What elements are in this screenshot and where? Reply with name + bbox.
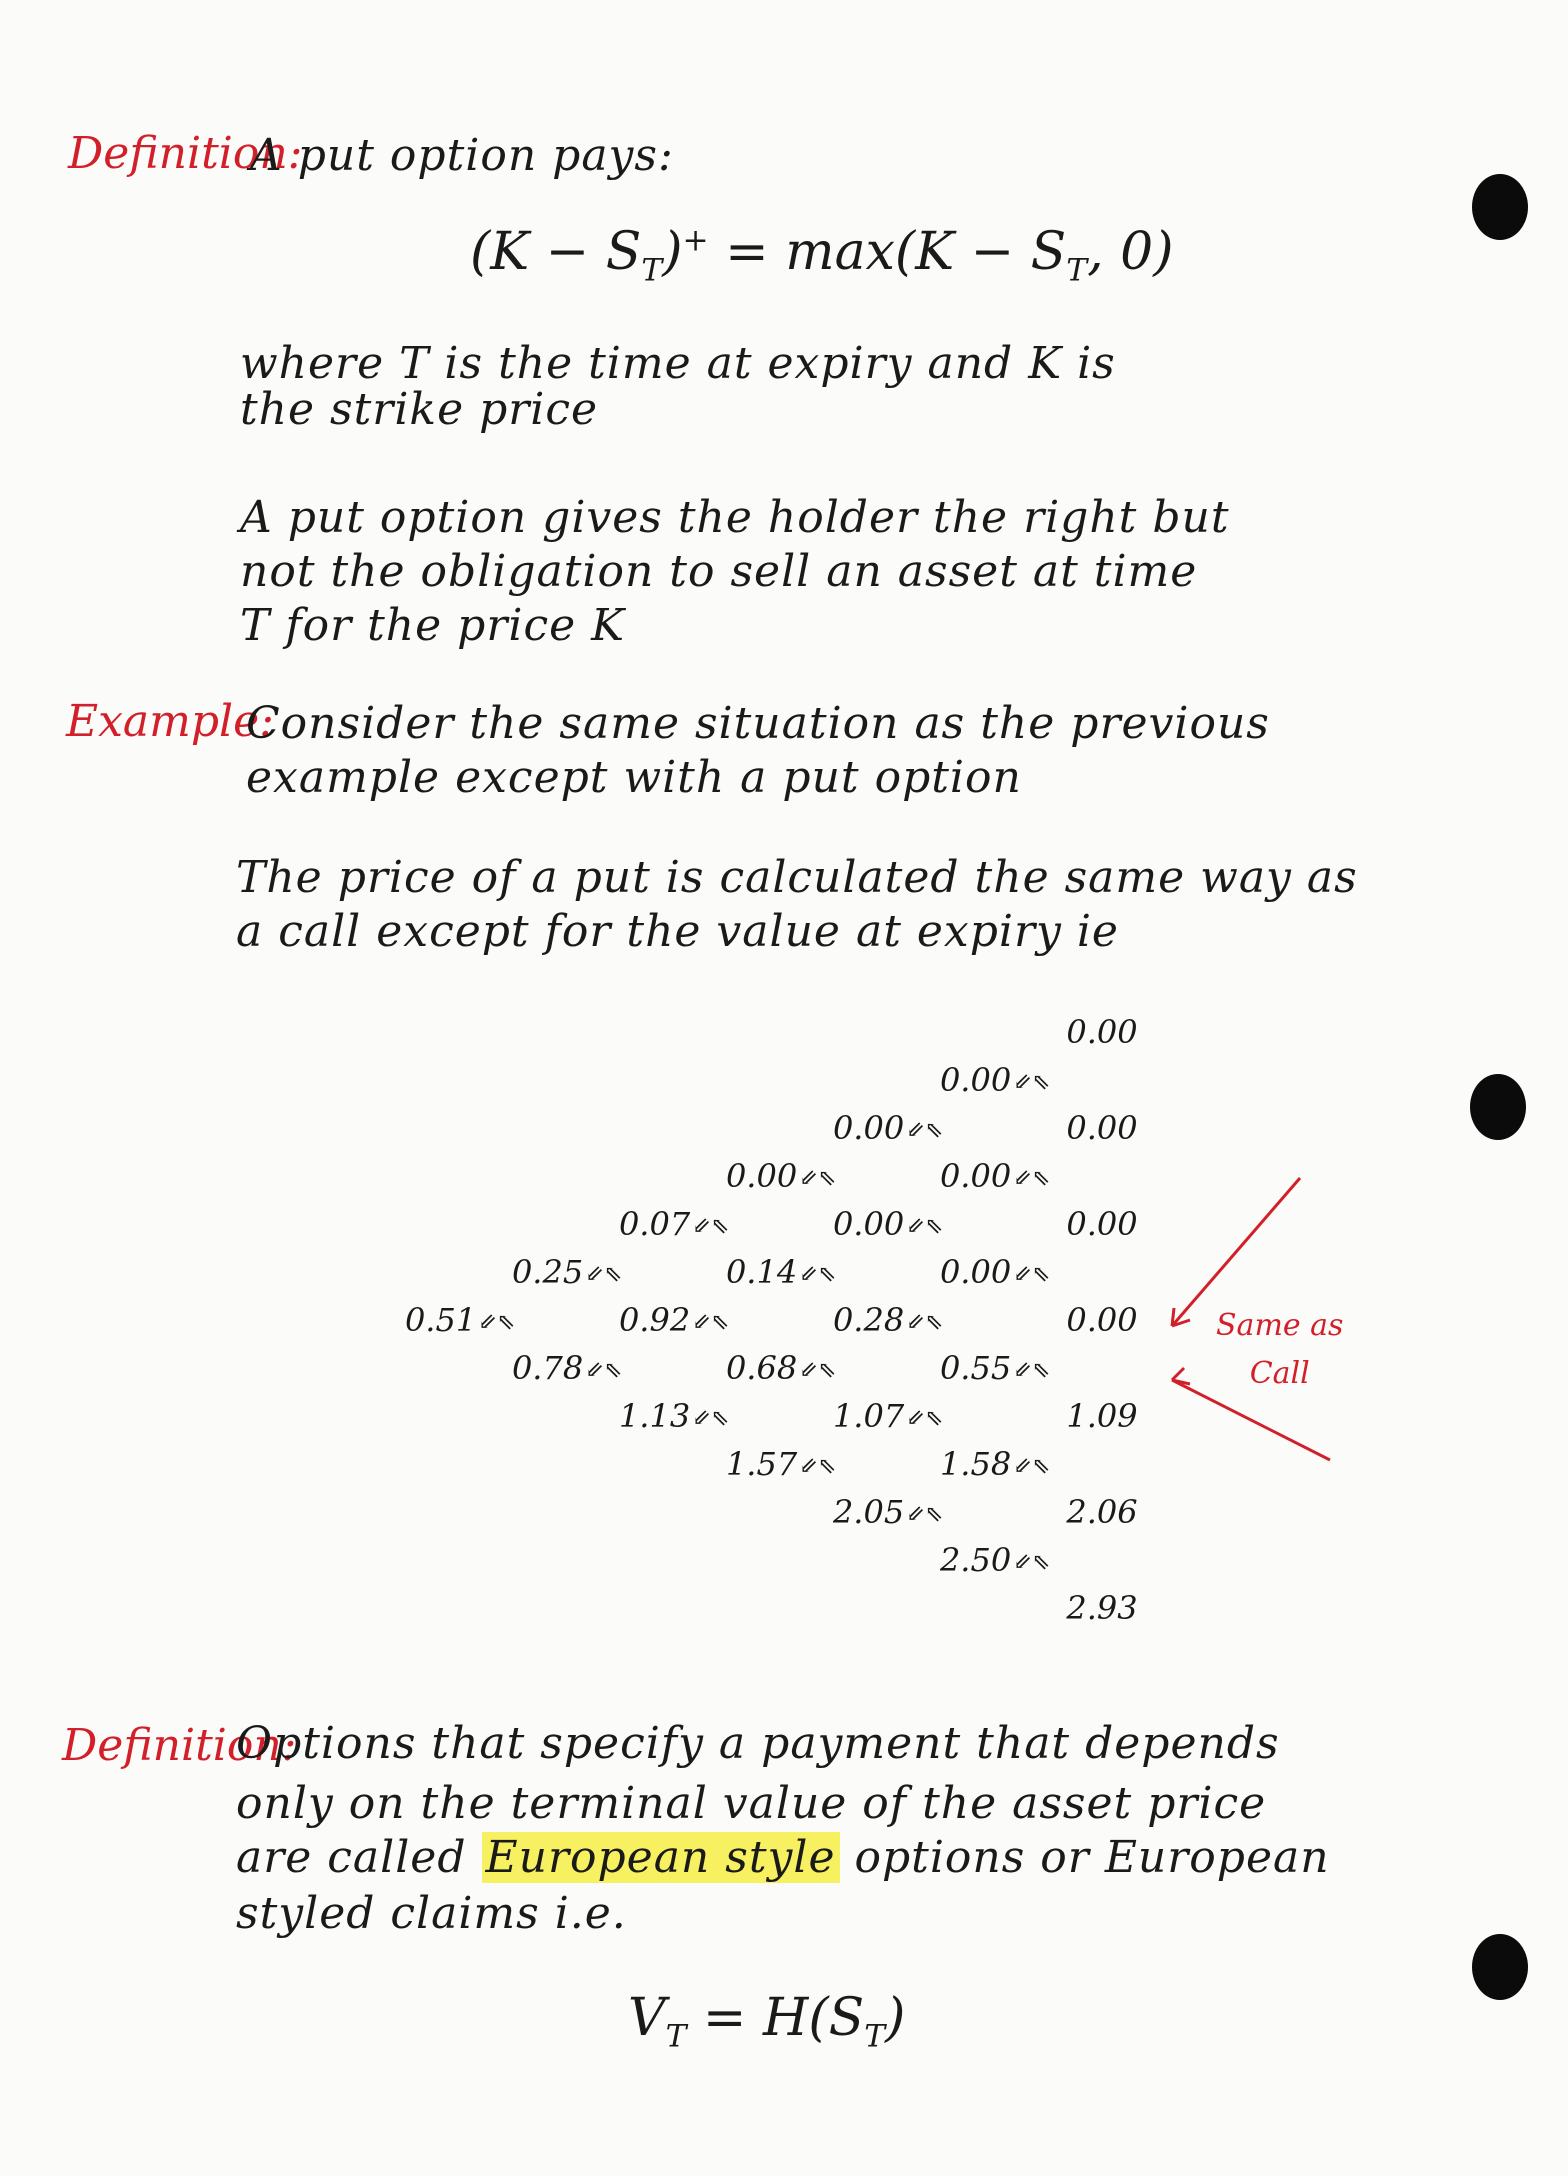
tree-node-value: 2.05	[832, 1493, 905, 1531]
tree-arrow-icon: ⇙⇖	[1013, 1166, 1051, 1191]
european-claim-formula: $V_T = H(S_T)$	[628, 1988, 906, 2055]
tree-node-5-4	[940, 1445, 1050, 1483]
tree-node-value: 1.58	[939, 1445, 1012, 1483]
explain-line-3: T for the price K	[240, 600, 625, 651]
tree-node-2-0	[619, 1205, 729, 1243]
tree-node-value: 0.00	[939, 1061, 1012, 1099]
tree-arrow-icon: ⇙⇖	[478, 1310, 516, 1335]
tree-node-3-2	[726, 1349, 836, 1387]
tree-arrow-icon: ⇙⇖	[906, 1310, 944, 1335]
example-line-2: example except with a put option	[246, 752, 1022, 803]
tree-node-value: 0.00	[1066, 1013, 1138, 1051]
tree-node-value: 2.50	[939, 1541, 1012, 1579]
example-line-1: Consider the same situation as the previous	[246, 698, 1270, 749]
tree-node-2-2	[619, 1397, 729, 1435]
tree-arrow-icon: ⇙⇖	[906, 1406, 944, 1431]
tree-node-value: 0.78	[511, 1349, 584, 1387]
tree-node-value: 1.57	[725, 1445, 798, 1483]
tree-node-value: 1.07	[832, 1397, 905, 1435]
tree-node-value: 2.93	[1066, 1589, 1138, 1627]
tree-arrow-icon: ⇙⇖	[1013, 1262, 1051, 1287]
tree-arrow-icon: ⇙⇖	[1013, 1454, 1051, 1479]
tree-node-value: 0.00	[832, 1109, 905, 1147]
tree-node-value: 2.06	[1066, 1493, 1138, 1531]
tree-node-value: 0.51	[404, 1301, 477, 1339]
tree-node-6-4	[1066, 1397, 1137, 1435]
options-text: options or European	[854, 1832, 1330, 1883]
tree-node-5-1	[940, 1157, 1050, 1195]
def2-line-1: Options that specify a payment that depends	[236, 1718, 1280, 1769]
tree-node-value: 0.00	[1066, 1301, 1138, 1339]
tree-node-2-1	[619, 1301, 729, 1339]
tree-node-value: 0.14	[725, 1253, 798, 1291]
where-line-1: where T is the time at expiry and K is	[240, 338, 1116, 389]
are-called-text: are called	[236, 1832, 467, 1883]
tree-node-1-0	[512, 1253, 622, 1291]
price-line-1: The price of a put is calculated the same way as	[236, 852, 1358, 903]
tree-node-4-0	[833, 1109, 943, 1147]
tree-node-value: 0.00	[1066, 1205, 1138, 1243]
tree-node-value: 0.00	[939, 1157, 1012, 1195]
tree-node-3-3	[726, 1445, 836, 1483]
same-as-call-note	[1216, 1302, 1343, 1398]
definition-intro: A put option pays:	[250, 130, 674, 181]
tree-arrow-icon: ⇙⇖	[692, 1214, 730, 1239]
tree-arrow-icon: ⇙⇖	[906, 1502, 944, 1527]
tree-node-value: 0.68	[725, 1349, 798, 1387]
tree-node-value: 1.09	[1066, 1397, 1138, 1435]
put-payoff-formula: $(K - S_T)^+ = \max(K - S_T$, 0)	[470, 222, 1174, 289]
tree-node-5-3	[940, 1349, 1050, 1387]
tree-node-4-2	[833, 1301, 943, 1339]
tree-arrow-icon: ⇙⇖	[585, 1262, 623, 1287]
same-as-text: Same as	[1216, 1308, 1344, 1343]
tree-arrow-icon: ⇙⇖	[906, 1118, 944, 1143]
tree-arrow-icon: ⇙⇖	[1013, 1070, 1051, 1095]
tree-arrow-icon: ⇙⇖	[692, 1310, 730, 1335]
tree-node-1-1	[512, 1349, 622, 1387]
definition2-label: Definition:	[62, 1720, 297, 1771]
explain-line-1: A put option gives the holder the right but	[240, 492, 1230, 543]
tree-node-value: 0.00	[832, 1205, 905, 1243]
tree-arrow-icon: ⇙⇖	[799, 1454, 837, 1479]
tree-arrow-icon: ⇙⇖	[1013, 1358, 1051, 1383]
tree-node-6-5	[1066, 1493, 1137, 1531]
tree-arrow-icon: ⇙⇖	[799, 1358, 837, 1383]
tree-node-value: 0.92	[618, 1301, 691, 1339]
tree-arrow-icon: ⇙⇖	[585, 1358, 623, 1383]
tree-node-6-6	[1066, 1589, 1137, 1627]
tree-node-value: 1.13	[618, 1397, 691, 1435]
european-style-highlight: European style	[482, 1832, 840, 1883]
tree-node-4-3	[833, 1397, 943, 1435]
price-line-2: a call except for the value at expiry ie	[236, 906, 1119, 957]
tree-node-value: 0.25	[511, 1253, 584, 1291]
tree-node-6-0	[1066, 1013, 1137, 1051]
tree-node-6-2	[1066, 1205, 1137, 1243]
call-text: Call	[1249, 1356, 1310, 1391]
tree-arrow-icon: ⇙⇖	[906, 1214, 944, 1239]
tree-arrow-icon: ⇙⇖	[799, 1262, 837, 1287]
tree-node-0-0	[405, 1301, 515, 1339]
tree-arrow-icon: ⇙⇖	[799, 1166, 837, 1191]
tree-arrow-icon: ⇙⇖	[1013, 1550, 1051, 1575]
def2-line-2: only on the terminal value of the asset price	[236, 1778, 1267, 1829]
explain-line-2: not the obligation to sell an asset at time	[240, 546, 1198, 597]
definition-label: Definition:	[68, 128, 303, 179]
tree-node-value: 0.00	[725, 1157, 798, 1195]
tree-node-6-1	[1066, 1109, 1137, 1147]
def2-line-3	[236, 1832, 1330, 1883]
tree-node-5-2	[940, 1253, 1050, 1291]
tree-node-value: 0.00	[939, 1253, 1012, 1291]
tree-node-value: 0.28	[832, 1301, 905, 1339]
tree-node-value: 0.55	[939, 1349, 1012, 1387]
tree-arrow-icon: ⇙⇖	[692, 1406, 730, 1431]
tree-node-value: 0.00	[1066, 1109, 1138, 1147]
def2-line-4: styled claims i.e.	[236, 1888, 627, 1939]
tree-node-3-0	[726, 1157, 836, 1195]
tree-node-6-3	[1066, 1301, 1137, 1339]
tree-node-5-5	[940, 1541, 1050, 1579]
tree-node-value: 0.07	[618, 1205, 691, 1243]
tree-node-4-1	[833, 1205, 943, 1243]
tree-node-5-0	[940, 1061, 1050, 1099]
where-line-2: the strike price	[240, 384, 599, 435]
tree-node-3-1	[726, 1253, 836, 1291]
tree-node-4-4	[833, 1493, 943, 1531]
example-label: Example:	[66, 696, 274, 747]
